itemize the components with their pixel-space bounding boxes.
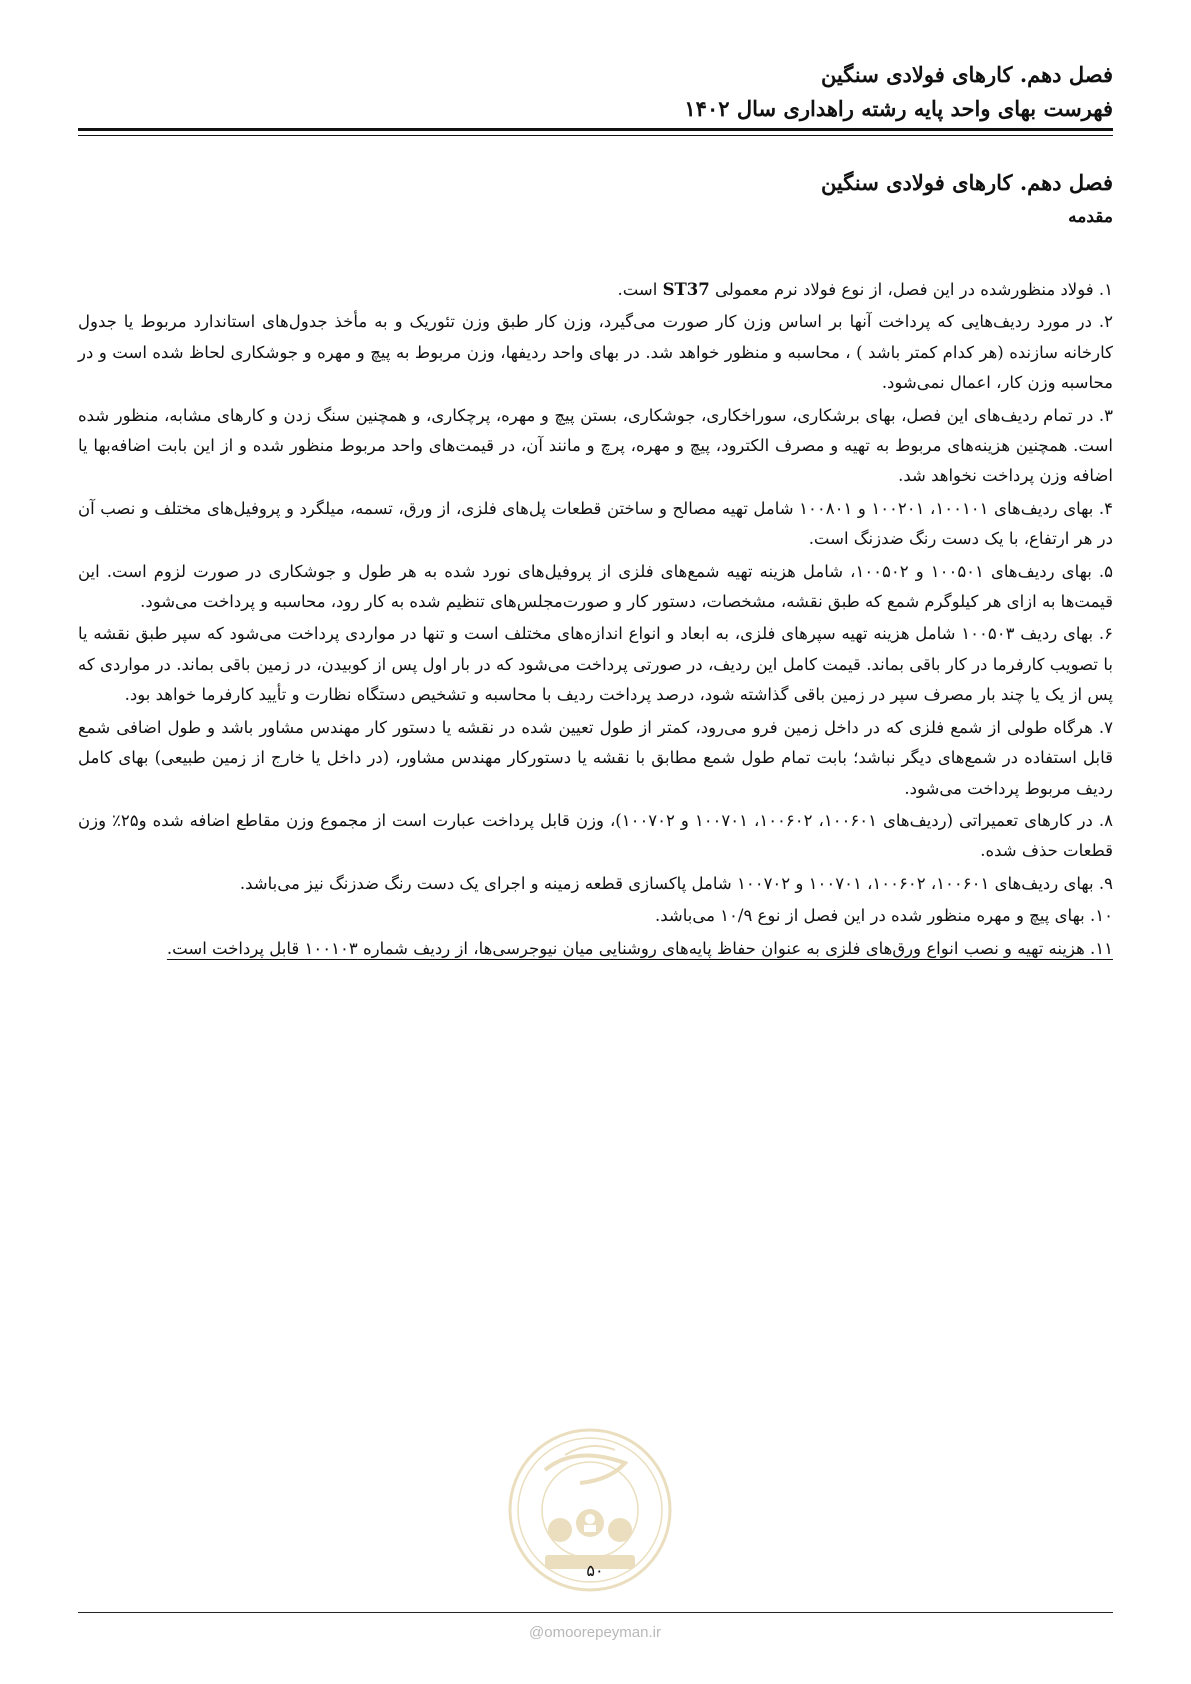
page-header bbox=[78, 58, 1113, 126]
chapter-title: فصل دهم. کارهای فولادی سنگین bbox=[820, 170, 1113, 195]
paragraph-4: ۴. بهای ردیف‌های ۱۰۰۱۰۱، ۱۰۰۲۰۱ و ۱۰۰۸۰۱ شامل تهیه مصالح و ساختن قطعات پل‌های فلزی، از ورق، تسمه، میلگرد و پروفیل‌های مختلف و نصب آن در هر ارتفاع، با یک دست رنگ ضدزنگ است. bbox=[78, 498, 1113, 549]
paragraph-1-end: است. bbox=[617, 280, 663, 299]
steel-grade-code: ST37 bbox=[662, 280, 710, 299]
paragraph-5: ۵. بهای ردیف‌های ۱۰۰۵۰۱ و ۱۰۰۵۰۲، شامل هزینه تهیه شمع‌های فلزی از پروفیل‌های نورد شده به هر طول و جوشکاری در صورت لزوم است. این قیمت‌ها به ازای هر کیلوگرم شمع که طبق نقشه، مشخصات، دستور کار و صورت‌مجلس‌های تنظیم شده به کار رود، محاسبه و پرداخت می‌شود. bbox=[78, 561, 1113, 612]
header-document-title: فهرست بهای واحد پایه رشته راهداری سال ۱۴۰۲ bbox=[684, 96, 1113, 121]
section-title-introduction: مقدمه bbox=[1068, 207, 1113, 227]
chapter-heading bbox=[78, 165, 1113, 233]
paragraph-9: ۹. بهای ردیف‌های ۱۰۰۶۰۱، ۱۰۰۶۰۲، ۱۰۰۷۰۱ و ۱۰۰۷۰۲ شامل پاکسازی قطعه زمینه و اجرای یک دست رنگ ضدزنگ نیز می‌باشد. bbox=[239, 873, 1113, 893]
paragraph-11: ۱۱. هزینه تهیه و نصب انواع ورق‌های فلزی به عنوان حفاظ پایه‌های روشنایی میان نیوجرسی‌ها، از ردیف شماره ۱۰۰۱۰۳ قابل پرداخت است. bbox=[166, 938, 1113, 958]
paragraph-2: ۲. در مورد ردیف‌هایی که پرداخت آنها بر اساس وزن کار صورت می‌گیرد، وزن کار طبق وزن تئوریک و به مأخذ جدول‌های استاندارد مربوط یا جدول کارخانه سازنده (هر کدام کمتر باشد ) ، محاسبه و منظور خواهد شد. در بهای واحد ردیفها، وزن مربوط به پیچ و مهره و جوشکاری لحاظ شده است و در محاسبه وزن کار، اعمال نمی‌شود. bbox=[78, 312, 1113, 393]
paragraph-1 bbox=[78, 275, 1113, 305]
paragraph-1-text: ۱. فولاد منظورشده در این فصل، از نوع فولاد نرم معمولی bbox=[709, 280, 1113, 299]
paragraph-6: ۶. بهای ردیف ۱۰۰۵۰۳ شامل هزینه تهیه سپرهای فلزی، به ابعاد و انواع اندازه‌های مختلف است و تنها در مواردی پرداخت می‌شود که سپر طبق نقشه یا با تصویب کارفرما در کار باقی بماند. قیمت کامل این ردیف، در صورتی پرداخت می‌شود که در بار اول پس از کوبیدن، در زمین باقی بماند. در مواردی که پس از یک یا چند بار مصرف سپر در زمین باقی گذاشته شود، درصد پرداخت ردیف با محاسبه و تشخیص دستگاه نظارت و تأیید کارفرما خواهد بود. bbox=[78, 624, 1114, 705]
header-divider-thin bbox=[78, 135, 1113, 136]
paragraph-10: ۱۰. بهای پیچ و مهره منظور شده در این فصل از نوع ۱۰/۹ می‌باشد. bbox=[654, 906, 1113, 926]
document-body bbox=[78, 275, 1113, 966]
paragraph-8: ۸. در کارهای تعمیراتی (ردیف‌های ۱۰۰۶۰۱، ۱۰۰۶۰۲، ۱۰۰۷۰۱ و ۱۰۰۷۰۲)، وزن قابل پرداخت عبارت است از مجموع وزن مقاطع اضافه شده و۲۵٪ وزن قطعات حذف شده. bbox=[78, 810, 1113, 861]
footer-divider bbox=[78, 1612, 1113, 1613]
header-chapter-title: فصل دهم. کارهای فولادی سنگین bbox=[820, 62, 1113, 87]
page-number: ۵۰ bbox=[586, 1561, 604, 1580]
paragraph-7: ۷. هرگاه طولی از شمع فلزی که در داخل زمین فرو می‌رود، کمتر از طول تعیین شده در نقشه یا دستور کار مهندس مشاور باشد و طول اضافی شمع قابل استفاده در شمع‌های دیگر نباشد؛ بابت تمام طول شمع مطابق با نقشه یا دستورکار مهندس مشاور، (در داخل یا خارج از زمین طبیعی) بهای کامل ردیف مربوط پرداخت می‌شود. bbox=[78, 717, 1113, 798]
header-divider-thick bbox=[78, 128, 1113, 131]
paragraph-3: ۳. در تمام ردیف‌های این فصل، بهای برشکاری، سوراخکاری، جوشکاری، بستن پیچ و مهره، پرچکاری، و همچنین سنگ زدن و کارهای مشابه، منظور شده است. همچنین هزینه‌های مربوط به تهیه و مصرف الکترود، پیچ و مهره، پرچ و مانند آن، در قیمت‌های واحد مربوط منظور شده و از این بابت اضافه‌بها یا اضافه وزن پرداخت نخواهد شد. bbox=[78, 405, 1113, 486]
watermark-handle: @omoorepeyman.ir bbox=[529, 1624, 661, 1641]
